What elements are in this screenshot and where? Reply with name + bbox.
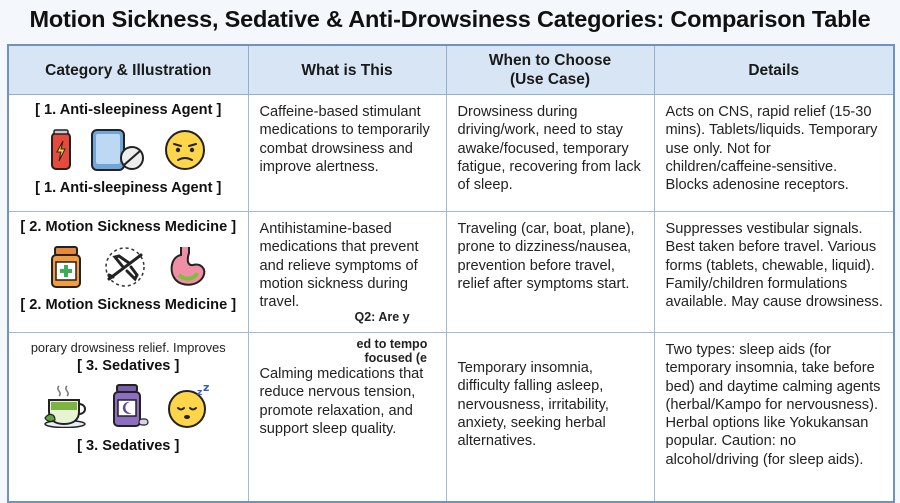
when-cell: Traveling (car, boat, plane), prone to dizziness/nausea, prevention before travel, relief after symptoms start.	[446, 212, 654, 333]
category-label-top: [ 3. Sedatives ]	[77, 358, 180, 375]
what-cell: Caffeine-based stimulant medications to temporarily combat drowsiness and improve alertness.	[248, 95, 446, 212]
category-cell	[8, 212, 248, 333]
illustration-group	[13, 127, 244, 173]
table-row	[8, 333, 894, 503]
category-label-bottom: [ 1. Anti-sleepiness Agent ]	[35, 180, 222, 196]
category-cell	[8, 333, 248, 503]
what-text: Calming medications that reduce nervous tension, promote relaxation, and support sleep quality.	[259, 366, 424, 437]
category-cell	[8, 95, 248, 212]
header-when-line2: (Use Case)	[509, 71, 591, 88]
herbal-tea-cup-icon	[43, 384, 91, 428]
what-cell	[248, 333, 446, 503]
energy-drink-can-icon	[50, 129, 72, 171]
stray-text-line3: focused (e	[364, 351, 428, 365]
svg-text:z: z	[197, 388, 203, 399]
what-text: Antihistamine-based medications that prevent and relieve symptoms of motion sickness during travel.	[259, 221, 419, 311]
what-cell	[248, 212, 446, 333]
category-label-top: [ 2. Motion Sickness Medicine ]	[20, 219, 237, 235]
sleep-medicine-bottle-icon	[109, 383, 149, 429]
table-row	[8, 95, 894, 212]
when-cell: Drowsiness during driving/work, need to stay awake/focused, temporary fatigue, recovering from lack of sleep.	[446, 95, 654, 212]
header-when	[446, 45, 654, 95]
header-row	[8, 45, 894, 95]
header-what: What is This	[248, 45, 446, 95]
comparison-table	[7, 44, 895, 503]
table-row	[8, 212, 894, 333]
header-when-line1: When to Choose	[488, 52, 612, 69]
medicine-bottle-icon	[49, 245, 83, 289]
stomach-icon	[167, 245, 207, 289]
header-details: Details	[654, 45, 894, 95]
category-label-top: [ 1. Anti-sleepiness Agent ]	[35, 102, 222, 118]
category-label-bottom: [ 2. Motion Sickness Medicine ]	[20, 297, 237, 313]
tablet-pill-icon	[90, 128, 146, 172]
tired-face-icon	[164, 129, 206, 171]
illustration-group	[13, 383, 244, 429]
airplane-icon	[101, 245, 149, 289]
sleeping-face-icon	[167, 383, 213, 429]
illustration-group	[13, 244, 244, 290]
svg-text:z: z	[203, 383, 210, 395]
stray-text-line2: ed to tempo	[356, 337, 428, 351]
overflow-text: porary drowsiness relief. Improves	[30, 340, 226, 355]
details-cell: Acts on CNS, rapid relief (15-30 mins). Tablets/liquids. Temporary use only. Not for children/caffeine-sensitive. Blocks adenosine receptors.	[654, 95, 894, 212]
category-label-bottom: [ 3. Sedatives ]	[77, 438, 180, 455]
details-cell: Suppresses vestibular signals. Best taken before travel. Various forms (tablets, chewable, liquid). Family/children formulations available. May cause drowsiness.	[654, 212, 894, 333]
when-cell: Temporary insomnia, difficulty falling asleep, nervousness, irritability, anxiety, seeking herbal alternatives.	[446, 333, 654, 503]
page-title: Motion Sickness, Sedative & Anti-Drowsiness Categories: Comparison Table	[29, 6, 871, 32]
details-cell: Two types: sleep aids (for temporary insomnia, take before bed) and daytime calming agents (herbal/Kampo for nervousness). Herbal options like Yokukansan popular. Caution: no alcohol/driving (for sleep aids).	[654, 333, 894, 503]
header-category: Category & Illustration	[8, 45, 248, 95]
stray-question-text: Q2: Are y	[354, 310, 410, 324]
